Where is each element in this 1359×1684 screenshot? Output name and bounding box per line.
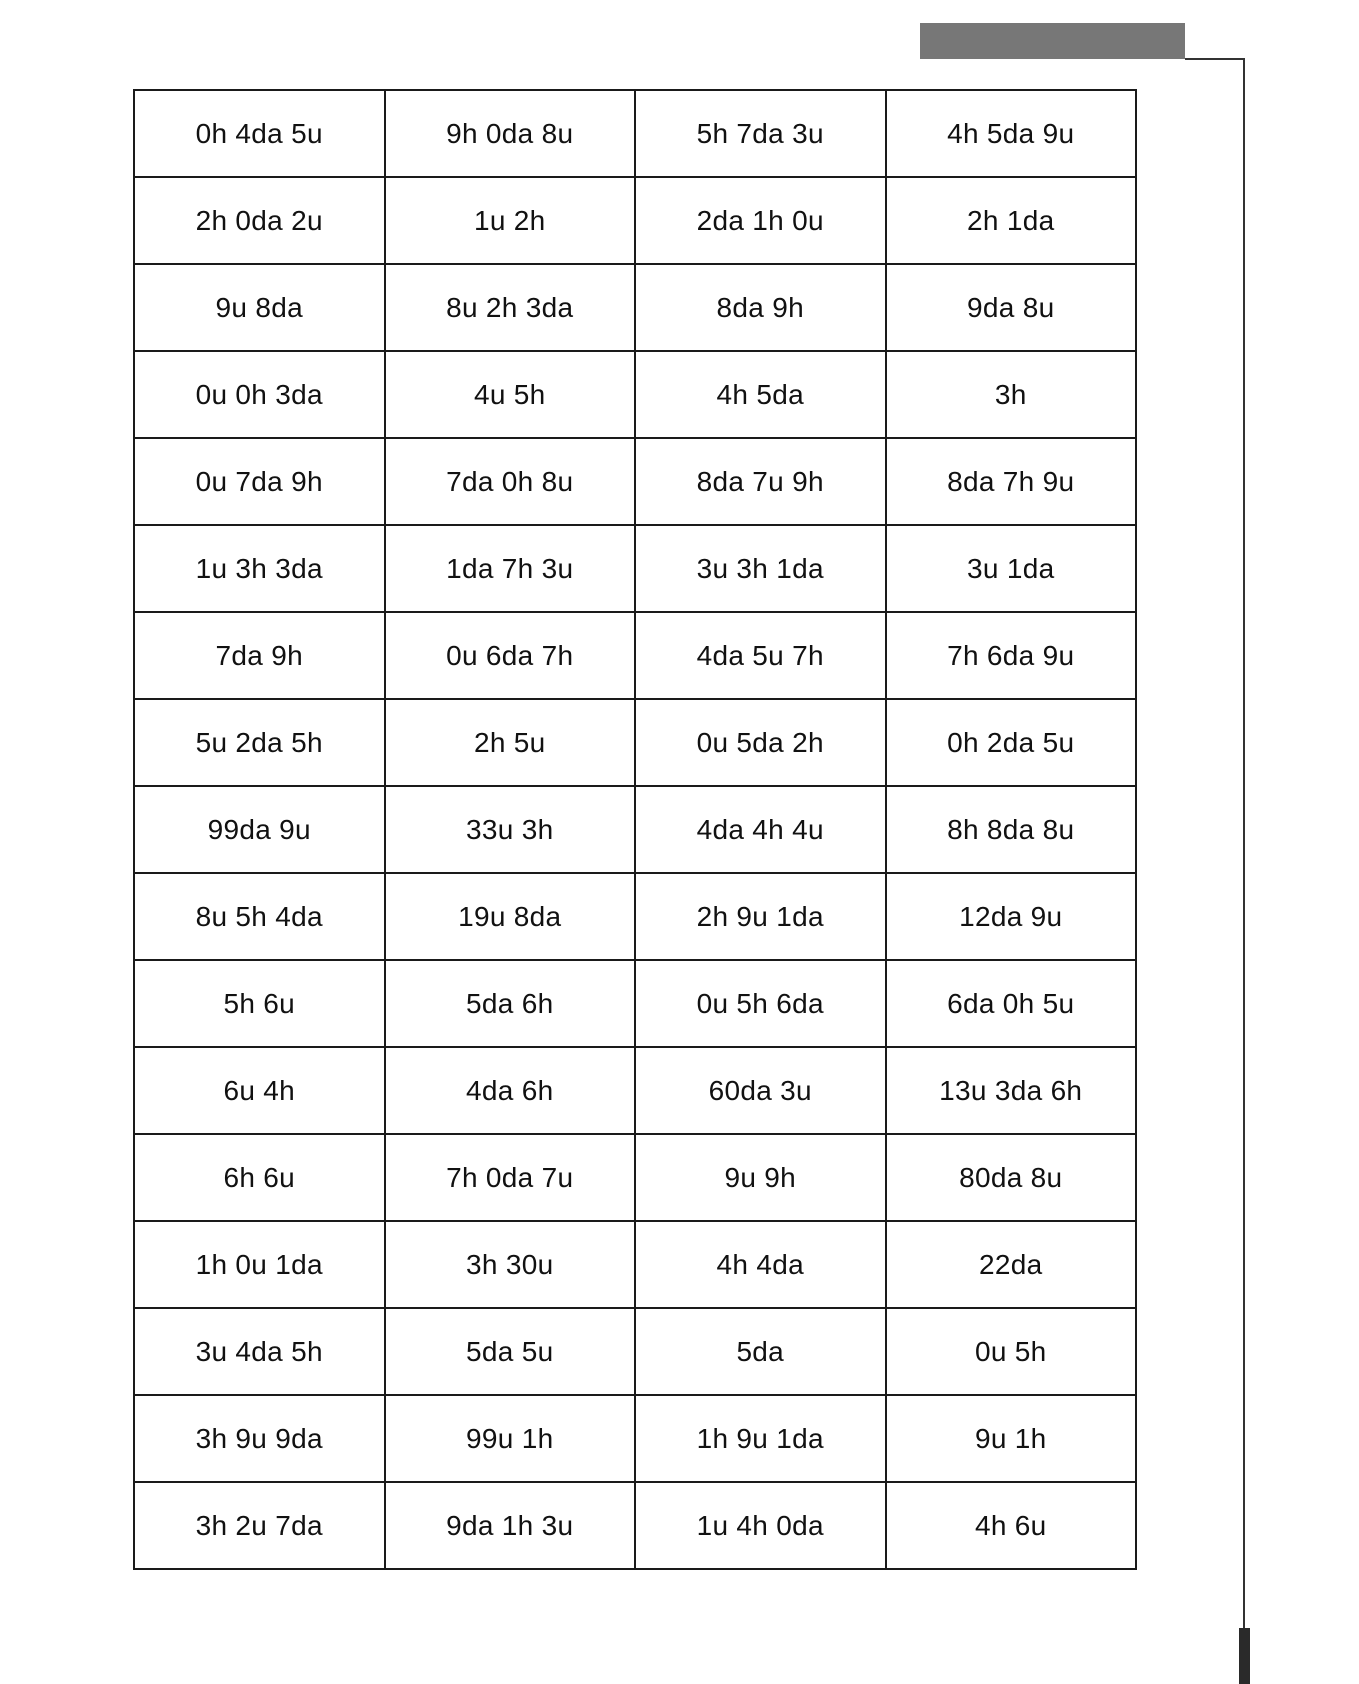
table-cell: 4u 5h <box>385 351 636 438</box>
table-cell: 7da 9h <box>134 612 385 699</box>
table-cell: 0u 5da 2h <box>635 699 886 786</box>
table-cell: 6da 0h 5u <box>886 960 1137 1047</box>
table-cell: 13u 3da 6h <box>886 1047 1137 1134</box>
table-cell: 1u 3h 3da <box>134 525 385 612</box>
table-cell: 1u 2h <box>385 177 636 264</box>
table-cell: 9u 8da <box>134 264 385 351</box>
table-row <box>134 1482 1136 1569</box>
table-cell: 4da 5u 7h <box>635 612 886 699</box>
table-cell: 2h 0da 2u <box>134 177 385 264</box>
header-bar <box>920 23 1185 59</box>
table-cell: 1h 9u 1da <box>635 1395 886 1482</box>
table-cell: 4h 6u <box>886 1482 1137 1569</box>
table-row <box>134 264 1136 351</box>
table-cell: 8u 5h 4da <box>134 873 385 960</box>
table-cell: 0u 5h <box>886 1308 1137 1395</box>
table-cell: 7h 0da 7u <box>385 1134 636 1221</box>
table-cell: 8da 9h <box>635 264 886 351</box>
table-row <box>134 699 1136 786</box>
table-cell: 99da 9u <box>134 786 385 873</box>
table-cell: 2h 1da <box>886 177 1137 264</box>
table-cell: 5u 2da 5h <box>134 699 385 786</box>
table-cell: 80da 8u <box>886 1134 1137 1221</box>
table-row <box>134 612 1136 699</box>
page-edge-line-top <box>1185 58 1245 60</box>
table-cell: 0u 6da 7h <box>385 612 636 699</box>
table-row <box>134 1395 1136 1482</box>
table-cell: 7h 6da 9u <box>886 612 1137 699</box>
table-cell: 5da 5u <box>385 1308 636 1395</box>
table-cell: 8da 7h 9u <box>886 438 1137 525</box>
table-row <box>134 1308 1136 1395</box>
table-cell: 8da 7u 9h <box>635 438 886 525</box>
table-row <box>134 960 1136 1047</box>
table-cell: 4da 4h 4u <box>635 786 886 873</box>
table-cell: 4da 6h <box>385 1047 636 1134</box>
table-cell: 5da <box>635 1308 886 1395</box>
table-cell: 8u 2h 3da <box>385 264 636 351</box>
table-cell: 1h 0u 1da <box>134 1221 385 1308</box>
page-edge-tab <box>1239 1628 1250 1684</box>
table-row <box>134 1221 1136 1308</box>
table-cell: 3h 30u <box>385 1221 636 1308</box>
table-cell: 0u 5h 6da <box>635 960 886 1047</box>
table-cell: 0h 4da 5u <box>134 90 385 177</box>
table-row <box>134 1134 1136 1221</box>
table-cell: 9da 8u <box>886 264 1137 351</box>
table-cell: 0h 2da 5u <box>886 699 1137 786</box>
table-cell: 22da <box>886 1221 1137 1308</box>
table-row <box>134 873 1136 960</box>
table-cell: 0u 0h 3da <box>134 351 385 438</box>
table-cell: 4h 5da 9u <box>886 90 1137 177</box>
table-cell: 3h 2u 7da <box>134 1482 385 1569</box>
table-cell: 1da 7h 3u <box>385 525 636 612</box>
table-row <box>134 786 1136 873</box>
table-cell: 9u 9h <box>635 1134 886 1221</box>
table-cell: 1u 4h 0da <box>635 1482 886 1569</box>
table-cell: 5h 7da 3u <box>635 90 886 177</box>
table-cell: 3u 3h 1da <box>635 525 886 612</box>
table-cell: 5da 6h <box>385 960 636 1047</box>
table-cell: 0u 7da 9h <box>134 438 385 525</box>
table-cell: 8h 8da 8u <box>886 786 1137 873</box>
number-grid-table <box>133 89 1137 1570</box>
table-cell: 4h 5da <box>635 351 886 438</box>
page-edge-line-right <box>1243 58 1245 1638</box>
table-cell: 19u 8da <box>385 873 636 960</box>
table-row <box>134 90 1136 177</box>
table-cell: 3h 9u 9da <box>134 1395 385 1482</box>
number-grid-body <box>134 90 1136 1569</box>
table-cell: 7da 0h 8u <box>385 438 636 525</box>
table-row <box>134 1047 1136 1134</box>
table-row <box>134 351 1136 438</box>
table-cell: 99u 1h <box>385 1395 636 1482</box>
table-cell: 60da 3u <box>635 1047 886 1134</box>
table-cell: 9u 1h <box>886 1395 1137 1482</box>
table-cell: 3h <box>886 351 1137 438</box>
table-cell: 6u 4h <box>134 1047 385 1134</box>
table-cell: 5h 6u <box>134 960 385 1047</box>
table-row <box>134 438 1136 525</box>
table-row <box>134 525 1136 612</box>
table-cell: 2h 5u <box>385 699 636 786</box>
table-cell: 33u 3h <box>385 786 636 873</box>
table-cell: 12da 9u <box>886 873 1137 960</box>
table-cell: 2h 9u 1da <box>635 873 886 960</box>
table-cell: 6h 6u <box>134 1134 385 1221</box>
table-cell: 3u 1da <box>886 525 1137 612</box>
table-cell: 3u 4da 5h <box>134 1308 385 1395</box>
table-cell: 9h 0da 8u <box>385 90 636 177</box>
table-row <box>134 177 1136 264</box>
table-cell: 9da 1h 3u <box>385 1482 636 1569</box>
table-cell: 4h 4da <box>635 1221 886 1308</box>
table-cell: 2da 1h 0u <box>635 177 886 264</box>
